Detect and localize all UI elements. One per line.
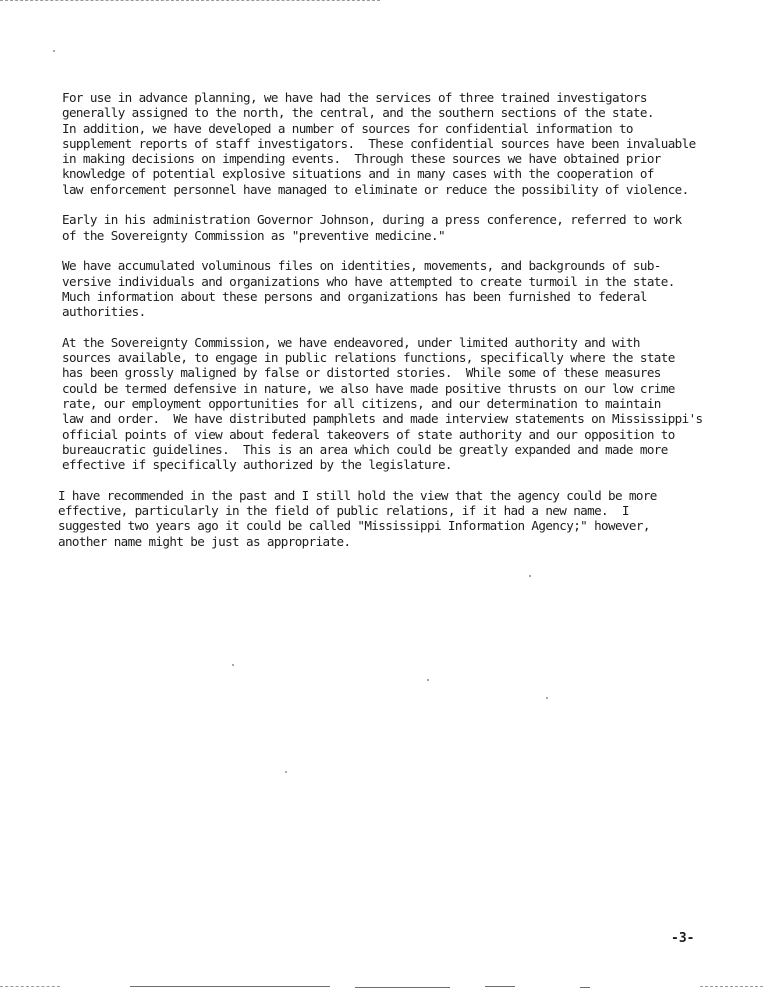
paragraph-files: We have accumulated voluminous files on identities, movements, and backgrounds of sub- versive individuals and organizations who have attempted to create turmoil in the state. Much information about these persons and organizations has been furnished to federal authorities. (62, 258, 675, 320)
paragraph-preventive-medicine: Early in his administration Governor Johnson, during a press conference, referred to work of the Sovereignty Commission as "preventive medicine." (62, 212, 682, 243)
top-edge-dashes (0, 0, 380, 1)
bottom-edge-dashes (0, 986, 60, 987)
bottom-edge-rule (485, 986, 515, 987)
letter-body (58, 90, 758, 564)
scan-speck (529, 575, 531, 577)
paragraph-planning: For use in advance planning, we have had the services of three trained investigators generally assigned to the north, the central, and the southern sections of the state. In addition, we have developed a number of sources for confidential information to supplement reports of staff investigators. These confidential sources have been invaluable in making decisions on impending events. Through these sources we have obtained prior knowledge of potential explosive situations and in many cases with the cooperation of law enforcement personnel have managed to eliminate or reduce the possibility of violence. (62, 90, 696, 197)
scan-speck (427, 679, 429, 681)
bottom-edge-dashes (700, 986, 763, 987)
paragraph-recommendation: I have recommended in the past and I still hold the view that the agency could be more effective, particularly in the field of public relations, if it had a new name. I suggested two years ago it could be called "Mississippi Information Agency;" however, another name might be just as appropriate. (58, 487, 657, 549)
paragraph-public-relations: At the Sovereignty Commission, we have endeavored, under limited authority and with sources available, to engage in public relations functions, specifically where the state has been grossly maligned by false or distorted stories. While some of these measures could be termed defensive in nature, we also have made positive thrusts on our low crime rate, our employment opportunities for all citizens, and our determination to maintain law and order. We have distributed pamphlets and made interview statements on Mississippi's official points of view about federal takeovers of state authority and our opposition to bureaucratic guidelines. This is an area which could be greatly expanded and made more effective if specifically authorized by the legislature. (62, 334, 703, 473)
bottom-edge-rule (130, 986, 330, 987)
scan-speck (232, 664, 234, 666)
scan-speck (53, 50, 55, 52)
page-number: -3- (671, 931, 695, 946)
bottom-edge-rule (580, 987, 590, 988)
bottom-edge-rule (355, 987, 450, 988)
scan-speck (285, 771, 287, 773)
scan-speck (546, 697, 548, 699)
